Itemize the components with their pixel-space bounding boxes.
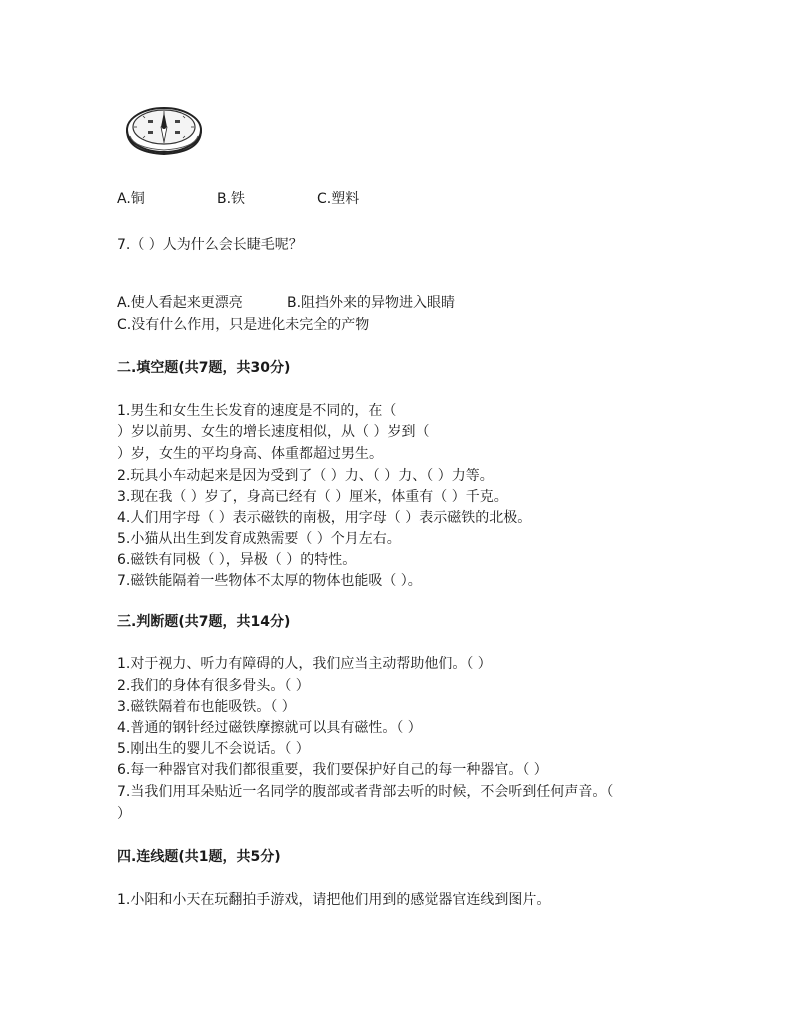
fill-q6: 6.磁铁有同极（ ），异极（ ）的特性。 [117, 552, 357, 568]
fill-q4: 4.人们用字母（ ）表示磁铁的南极，用字母（ ）表示磁铁的北极。 [117, 510, 532, 526]
judge-q7-line1: 7.当我们用耳朵贴近一名同学的腹部或者背部去听的时候，不会听到任何声音。（ [117, 784, 614, 800]
judge-q7-line2: ） [117, 806, 131, 822]
judge-q5: 5.刚出生的婴儿不会说话。（ ） [117, 741, 310, 757]
judge-q1: 1.对于视力、听力有障碍的人，我们应当主动帮助他们。（ ） [117, 656, 492, 672]
section-title-matching: 四.连线题(共1题，共5分) [117, 849, 281, 865]
option-b: B.阻挡外来的异物进入眼睛 [287, 295, 456, 311]
fill-q1-line2: ）岁以前男、女生的增长速度相似，从（ ）岁到（ [117, 424, 430, 440]
fill-q5: 5.小猫从出生到发育成熟需要（ ）个月左右。 [117, 531, 401, 547]
section-title-fill-blank: 二.填空题(共7题，共30分) [117, 360, 291, 376]
match-q1: 1.小阳和小天在玩翻拍手游戏，请把他们用到的感觉器官连线到图片。 [117, 892, 551, 908]
fill-q1-line1: 1.男生和女生生长发育的速度是不同的，在（ [117, 403, 397, 419]
option-a: A.使人看起来更漂亮 [117, 295, 243, 311]
fill-q3: 3.现在我（ ）岁了，身高已经有（ ）厘米，体重有（ ）千克。 [117, 489, 508, 505]
fill-q2: 2.玩具小车动起来是因为受到了（ ）力、（ ）力、（ ）力等。 [117, 468, 494, 484]
option-a: A.铜 [117, 191, 145, 207]
option-b: B.铁 [217, 191, 246, 207]
q7-options-row1 [117, 294, 455, 312]
section-title-judgment: 三.判断题(共7题，共14分) [117, 614, 291, 630]
option-c: C.塑料 [317, 191, 360, 207]
judge-q4: 4.普通的钢针经过磁铁摩擦就可以具有磁性。（ ） [117, 720, 422, 736]
judge-q3: 3.磁铁隔着布也能吸铁。（ ） [117, 699, 296, 715]
q7-option-c: C.没有什么作用，只是进化未完全的产物 [117, 317, 370, 333]
judge-q6: 6.每一种器官对我们都很重要，我们要保护好自己的每一种器官。（ ） [117, 762, 548, 778]
q6-options [117, 190, 359, 208]
judge-q2: 2.我们的身体有很多骨头。（ ） [117, 678, 310, 694]
fill-q7: 7.磁铁能隔着一些物体不太厚的物体也能吸（ ）。 [117, 573, 422, 589]
compass-image [124, 100, 204, 160]
q7-stem: 7.（ ）人为什么会长睫毛呢？ [117, 237, 303, 253]
fill-q1-line3: ）岁，女生的平均身高、体重都超过男生。 [117, 446, 383, 462]
